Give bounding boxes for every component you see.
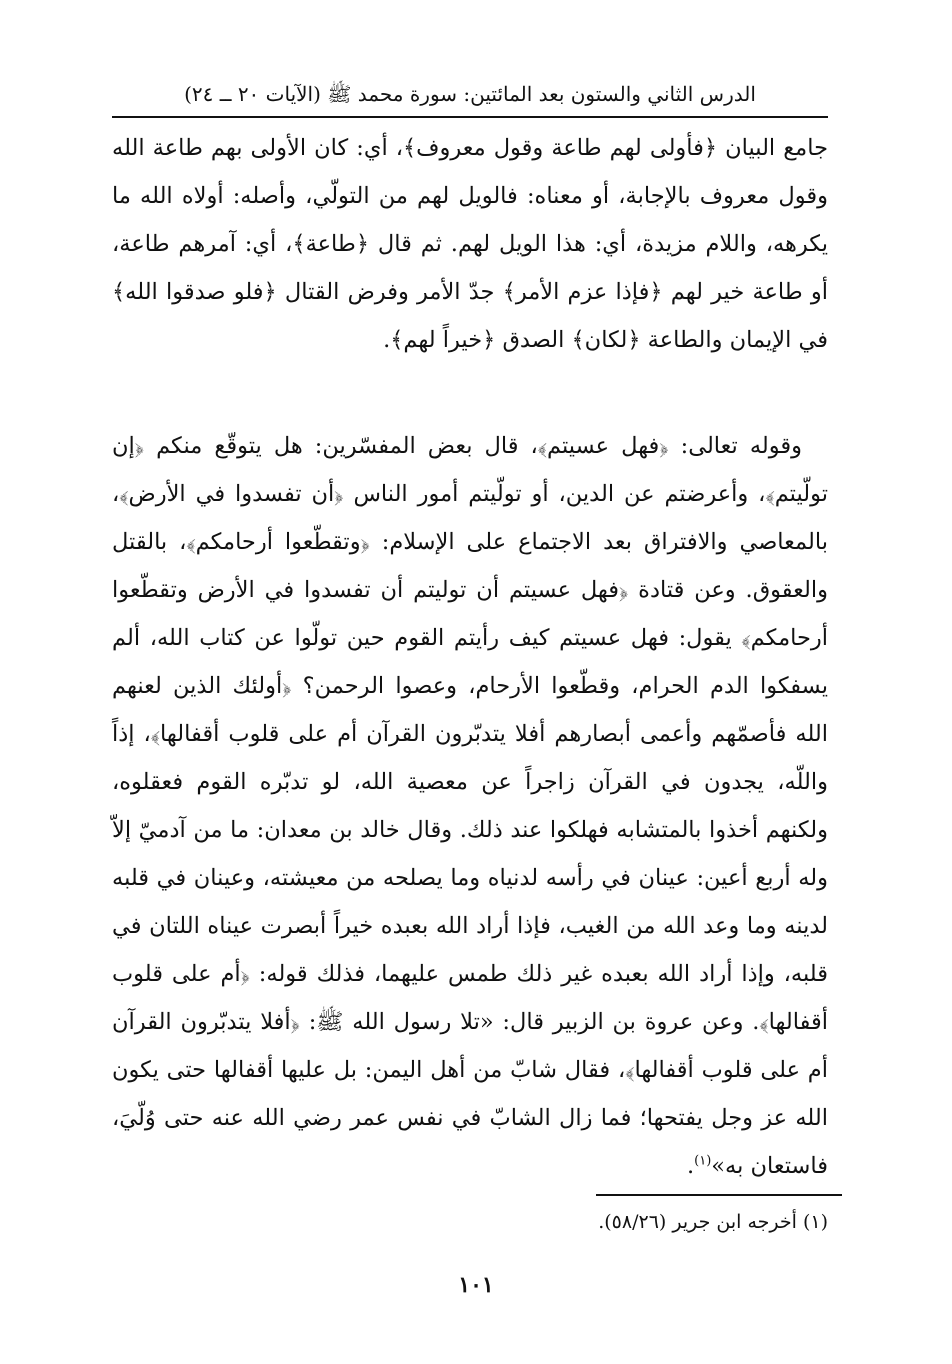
paragraph-2-end: .	[686, 1153, 695, 1179]
header-rule	[112, 116, 828, 118]
paragraph-2-text: وقوله تعالى: ﴿فهل عسيتم﴾، قال بعض المفسّرين: هل يتوقّع منكم ﴿إن تولّيتم﴾، وأعرضتم عن الدين، أو تولّيتم أمور الناس ﴿أن تفسدوا في الأرض﴾، بالمعاصي والافتراق بعد الاجتماع على الإسلام: ﴿وتقطّعوا أرحامكم﴾، بالقتل والعقوق. وعن قتادة ﴿فهل عسيتم أن توليتم أن تفسدوا في الأرض وتقطّعوا أرحامكم﴾ يقول: فهل عسيتم كيف رأيتم القوم حين تولّوا عن كتاب الله، ألم يسفكوا الدم الحرام، وقطّعوا الأرحام، وعصوا الرحمن؟ ﴿أولئك الذين لعنهم الله فأصمّهم وأعمى أبصارهم أفلا يتدبّرون القرآن أم على قلوب أقفالها﴾، إذاً واللّه، يجدون في القرآن زاجراً عن معصية الله، لو تدبّره القوم فعقلوه، ولكنهم أخذوا بالمتشابه فهلكوا عند ذلك. وقال خالد بن معدان: ما من آدميّ إلاّ وله أربع أعين: عينان في رأسه لدنياه وما يصلحه من معيشته، وعينان في قلبه لدينه وما وعد الله من الغيب، فإذا أراد الله بعبده خيراً أبصرت عيناه اللتان في قلبه، وإذا أراد الله بعبده غير ذلك طمس عليهما، فذلك قوله: ﴿أم على قلوب أقفالها﴾. وعن عروة بن الزبير قال: «تلا رسول الله ﷺ: ﴿أفلا يتدبّرون القرآن أم على قلوب أقفالها﴾، فقال شابّ من أهل اليمن: بل عليها أقفالها حتى يكون الله عز وجل يفتحها؛ فما زال الشابّ في نفس عمر رضي الله عنه حتى وُلّيَ، فاستعان به»	[112, 433, 828, 1179]
running-header: الدرس الثاني والستون بعد المائتين: سورة محمد ﷺ (الآيات ٢٠ ــ ٢٤)	[184, 82, 756, 106]
page-number: ١٠١	[458, 1272, 494, 1298]
footnote-reference: (١)	[694, 1153, 712, 1169]
paragraph-2	[112, 422, 828, 1190]
footnote-1: (١) أخرجه ابن جرير (٥٨/٢٦).	[598, 1211, 828, 1233]
paragraph-1: جامع البيان ﴿فأولى لهم طاعة وقول معروف﴾، أي: كان الأولى بهم طاعة الله وقول معروف بالإجابة، أو معناه: فالويل لهم من التولّي، وأصله: أولاه الله ما يكرهه، واللام مزيدة، أي: هذا الويل لهم. ثم قال ﴿طاعة﴾، أي: آمرهم طاعة، أو طاعة خير لهم ﴿فإذا عزم الأمر﴾ جدّ الأمر وفرض القتال ﴿فلو صدقوا الله﴾ في الإيمان والطاعة ﴿لكان﴾ الصدق ﴿خيراً لهم﴾.	[112, 135, 828, 353]
footnote-rule	[596, 1194, 842, 1196]
